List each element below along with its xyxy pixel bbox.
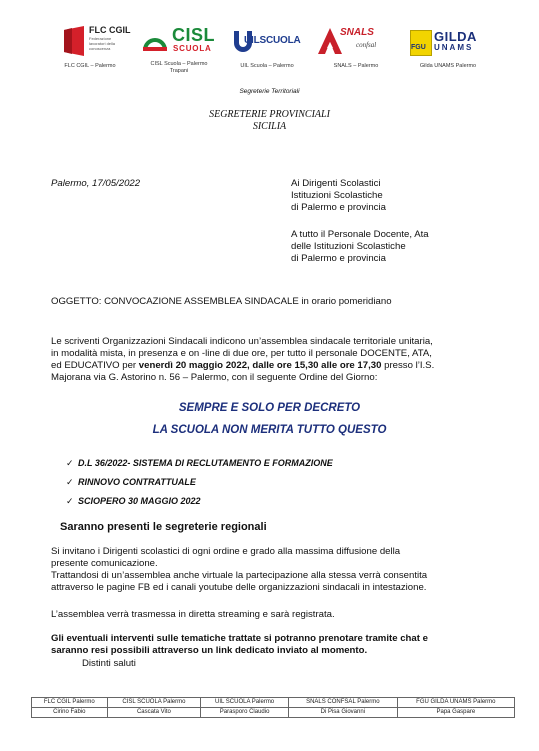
snals-logo	[318, 26, 388, 58]
agenda-item-text: RINNOVO CONTRATTUALE	[78, 477, 196, 487]
flc-cgil-logo	[62, 24, 131, 58]
signatories-table	[31, 697, 515, 718]
table-row	[32, 698, 515, 708]
headline-1: SEMPRE E SOLO PER DECRETO	[178, 402, 361, 414]
gilda-fgu-label: FGU	[411, 44, 426, 51]
table-row	[32, 708, 515, 718]
name-cell: Papa Gaspare	[397, 708, 514, 718]
cisl-caption: CISL Scuola – Palermo Trapani	[150, 61, 208, 74]
meeting-datetime: venerdì 20 maggio 2022, dalle ore 15,30 alle ore 17,30	[138, 360, 382, 371]
recipient-line: A tutto il Personale Docente, Ata	[291, 229, 429, 240]
cisl-wordmark: CISL	[172, 25, 216, 45]
body-line: Majorana via G. Astorino n. 56 – Palermo, con il seguente Ordine del Giorno:	[51, 372, 378, 383]
body-line	[51, 360, 491, 372]
segreterie-territoriali: Segreterie Territoriali	[239, 88, 300, 95]
check-icon: ✓	[66, 477, 74, 487]
check-icon: ✓	[66, 496, 74, 506]
flc-cgil-caption: FLC CGIL – Palermo	[64, 63, 116, 69]
streaming-note: L’assemblea verrà trasmessa in diretta streaming e sarà registrata.	[51, 609, 335, 620]
invite-line: presente comunicazione.	[51, 558, 158, 569]
segreterie-title: SEGRETERIE PROVINCIALI	[209, 109, 330, 120]
snals-caption: SNALS – Palermo	[333, 63, 379, 69]
invite-line: attraverso le pagine FB ed i canali youtube delle organizzazioni sindacali in intestazione.	[51, 582, 427, 593]
recipients-block-1	[291, 178, 386, 214]
place-date: Palermo, 17/05/2022	[51, 178, 141, 189]
cisl-mark-icon	[141, 26, 169, 52]
body-paragraph	[51, 336, 491, 384]
recipient-line: Istituzioni Scolastiche	[291, 190, 383, 201]
invite-line: Si invitano i Dirigenti scolastici di ogni ordine e grado alla massima diffusione della	[51, 546, 401, 557]
snals-subtitle: confsal	[356, 41, 377, 49]
oggetto	[51, 296, 392, 308]
body-text: presso l’I.S.	[381, 360, 435, 371]
recipient-line: di Palermo e provincia	[291, 253, 386, 264]
oggetto-rest: in orario pomeridiano	[298, 296, 392, 307]
name-cell: Cirino Fabio	[32, 708, 108, 718]
snals-mark-icon	[318, 28, 342, 54]
recipients-block-2	[291, 229, 429, 265]
uil-scuola-caption: UIL Scuola – Palermo	[240, 63, 294, 69]
name-cell: Di Pisa Giovanni	[288, 708, 397, 718]
check-icon: ✓	[66, 458, 74, 468]
gilda-wordmark: GILDA	[434, 29, 477, 44]
headline-2: LA SCUOLA NON MERITA TUTTO QUESTO	[152, 424, 387, 436]
interventi-line: saranno resi possibili attraverso un link dedicato inviato al momento.	[51, 645, 368, 656]
body-line: in modalità mista, in presenza e on -line di due ore, per tutto il personale DOCENTE, ATA,	[51, 348, 432, 359]
agenda-item	[66, 477, 333, 496]
snals-wordmark: SNALS	[340, 27, 374, 38]
uil-scuola-wordmark: UILSCUOLA	[244, 35, 301, 46]
interventi-line: Gli eventuali interventi sulle tematiche trattate si potranno prenotare tramite chat e	[51, 633, 428, 644]
recipient-line: Ai Dirigenti Scolastici	[291, 178, 381, 189]
org-cell: SNALS CONFSAL Palermo	[288, 698, 397, 708]
gilda-mark-icon	[410, 30, 432, 56]
presenti-heading: Saranno presenti le segreterie regionali	[60, 521, 267, 533]
body-text: ed EDUCATIVO per	[51, 360, 139, 371]
gilda-subtitle: UNAMS	[434, 43, 474, 52]
body-line: Le scriventi Organizzazioni Sindacali indicono un’assemblea sindacale territoriale unitaria,	[51, 336, 433, 347]
agenda-item-text: D.L 36/2022- SISTEMA DI RECLUTAMENTO E FORMAZIONE	[78, 458, 333, 468]
cisl-subtitle: SCUOLA	[173, 44, 212, 53]
org-cell: FGU GILDA UNAMS Palermo	[397, 698, 514, 708]
agenda-item	[66, 458, 333, 477]
interventi-paragraph	[51, 633, 428, 657]
recipient-line: delle Istituzioni Scolastiche	[291, 241, 406, 252]
oggetto-label: OGGETTO: CONVOCAZIONE ASSEMBLEA SINDACALE	[51, 296, 299, 307]
uil-scuola-logo	[232, 28, 302, 58]
gilda-caption: Gilda UNAMS Palermo	[419, 63, 477, 69]
org-cell: FLC CGIL Palermo	[32, 698, 108, 708]
invite-paragraph	[51, 546, 427, 594]
name-cell: Cascata Vito	[107, 708, 201, 718]
agenda-item	[66, 496, 333, 515]
agenda-list	[66, 458, 333, 515]
agenda-item-text: SCIOPERO 30 MAGGIO 2022	[78, 496, 201, 506]
closing-salutation: Distinti saluti	[82, 658, 136, 669]
flc-cgil-wordmark: FLC CGIL	[89, 25, 131, 35]
flc-cgil-mark-icon	[62, 26, 86, 56]
recipient-line: di Palermo e provincia	[291, 202, 386, 213]
gilda-logo	[410, 30, 482, 56]
org-cell: UIL SCUOLA Palermo	[201, 698, 289, 708]
invite-line: Trattandosi di un’assemblea anche virtuale la partecipazione alla stessa verrà consentita	[51, 570, 428, 581]
name-cell: Parasporo Claudio	[201, 708, 289, 718]
flc-cgil-subtitle: Federazione lavoratori della conoscenza	[89, 36, 116, 51]
org-cell: CISL SCUOLA Palermo	[107, 698, 201, 708]
cisl-logo	[141, 26, 219, 58]
segreterie-region: SICILIA	[252, 121, 287, 132]
